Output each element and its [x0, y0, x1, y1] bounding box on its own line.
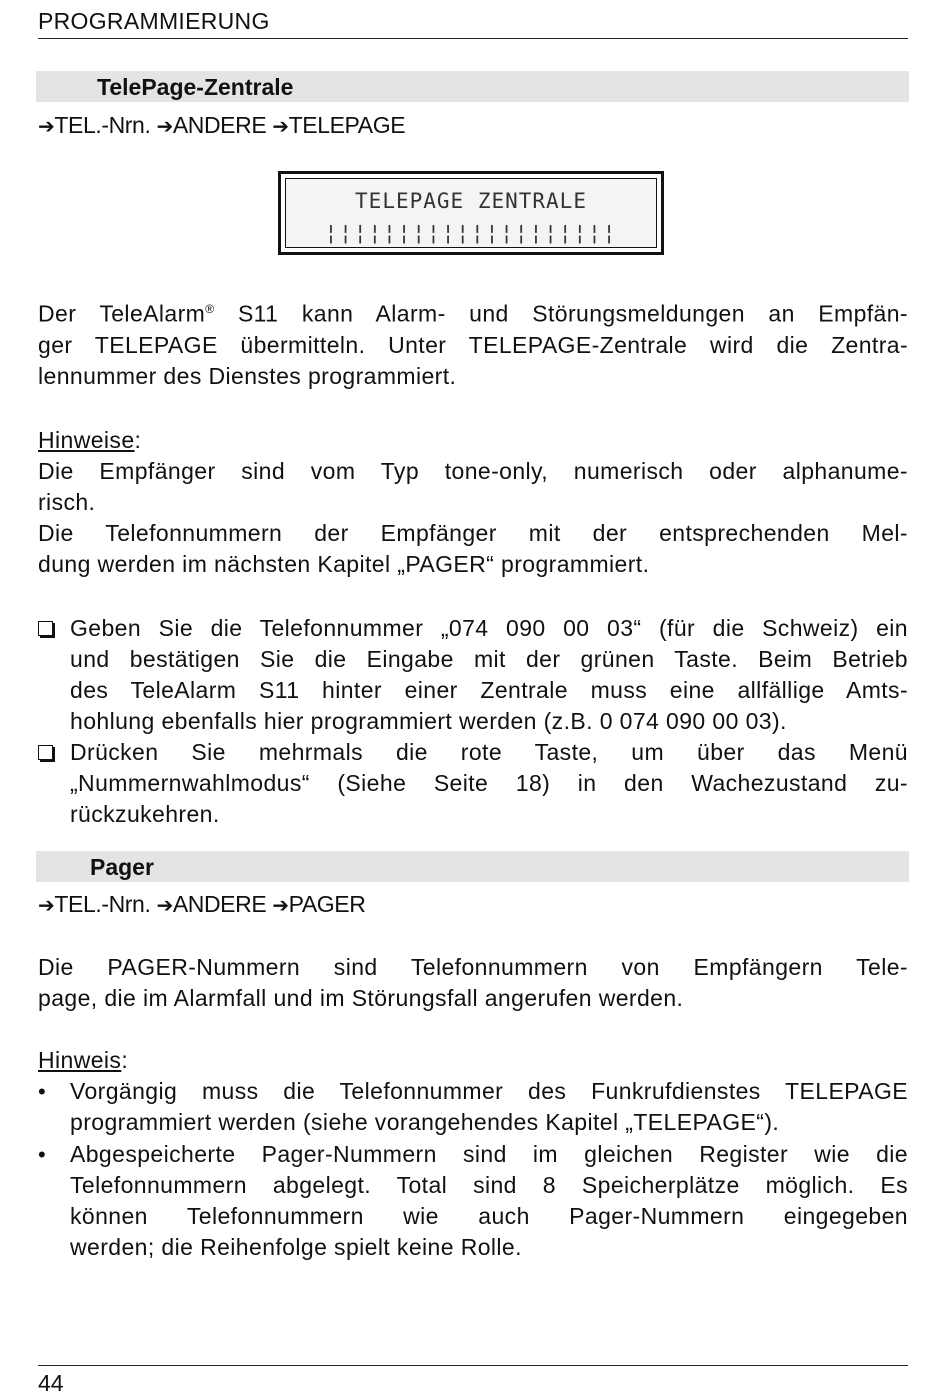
arrow-right-icon: ➔ [156, 116, 173, 138]
path-step: ANDERE [172, 891, 267, 917]
arrow-right-icon: ➔ [38, 116, 55, 138]
path-step: ANDERE [172, 112, 267, 138]
step-text: Geben Sie die Telefonnummer „074 090 00 03“ (für die Schweiz) ein [70, 615, 908, 641]
lcd-line-2: ¦¦¦¦¦¦¦¦¦¦¦¦¦¦¦¦¦¦¦¦ [324, 221, 618, 245]
notes-text: dung werden im nächsten Kapitel „PAGER“ programmiert. [38, 551, 650, 577]
notes-text: Die Empfänger sind vom Typ tone-only, numerisch oder alphanume- [38, 458, 908, 484]
bullet-text: können Telefonnummern wie auch Pager-Nummern eingegeben [70, 1203, 908, 1229]
checkbox-icon [38, 621, 53, 636]
notes-colon: : [121, 1047, 129, 1073]
section-title-pager: Pager [90, 854, 154, 880]
bullet-text: programmiert werden (siehe vorangehendes Kapitel „TELEPAGE“). [70, 1109, 780, 1135]
menu-path-pager [38, 889, 365, 921]
step-text: des TeleAlarm S11 hinter einer Zentrale muss eine allfällige Amts- [70, 677, 908, 703]
intro-text: ger TELEPAGE übermitteln. Unter TELEPAGE-Zentrale wird die Zentra- [38, 331, 908, 358]
arrow-right-icon: ➔ [272, 895, 289, 917]
notes-colon: : [134, 427, 142, 453]
menu-path-telepage [38, 110, 405, 142]
notes-text: risch. [38, 489, 96, 515]
bullet-text: Telefonnummern abgelegt. Total sind 8 Speicherplätze möglich. Es [70, 1172, 908, 1198]
notes-text: Die Telefonnummern der Empfänger mit der entsprechenden Mel- [38, 520, 908, 546]
lcd-line-1: TELEPAGE ZENTRALE [355, 189, 587, 213]
pager-notes-heading [38, 1045, 908, 1076]
lcd-display [278, 171, 664, 255]
step-text: „Nummernwahlmodus“ (Siehe Seite 18) in den Wachezustand zu- [70, 770, 908, 796]
pager-intro [38, 952, 908, 1014]
page-number: 44 [38, 1370, 64, 1396]
intro-text: lennummer des Dienstes programmiert. [38, 362, 457, 389]
intro-paragraph [38, 294, 908, 392]
pager-intro-text: Die PAGER-Nummern sind Telefonnummern von Empfängern Tele- [38, 954, 908, 980]
path-step: TEL.-Nrn. [54, 112, 151, 138]
step-text: und bestätigen Sie die Eingabe mit der grünen Taste. Beim Betrieb [70, 646, 908, 672]
bullet-icon: • [38, 1079, 47, 1104]
bullet-icon: • [38, 1142, 47, 1167]
arrow-right-icon: ➔ [38, 895, 55, 917]
checkbox-icon [38, 745, 53, 760]
bullet-text: Abgespeicherte Pager-Nummern sind im gleichen Register wie die [70, 1141, 908, 1167]
path-step: PAGER [288, 891, 366, 917]
intro-text: S11 kann Alarm- und Störungsmeldungen an Empfän- [214, 300, 908, 327]
pager-intro-text: page, die im Alarmfall und im Störungsfall angerufen werden. [38, 985, 684, 1011]
notes-label: Hinweise [38, 427, 135, 453]
step-text: hohlung ebenfalls hier programmiert werden (z.B. 0 074 090 00 03). [70, 708, 787, 734]
notes-block [38, 425, 908, 580]
header-title: PROGRAMMIERUNG [38, 8, 270, 34]
footer-divider [38, 1365, 908, 1366]
registered-mark: ® [205, 302, 215, 316]
arrow-right-icon: ➔ [272, 116, 289, 138]
section-title-telepage-zentrale: TelePage-Zentrale [97, 74, 294, 100]
section-bar-pager [36, 851, 909, 882]
path-step: TELEPAGE [288, 112, 406, 138]
intro-text: Der TeleAlarm [38, 300, 206, 327]
step-text: Drücken Sie mehrmals die rote Taste, um über das Menü [70, 739, 908, 765]
page-header [38, 6, 908, 39]
bullet-text: Vorgängig muss die Telefonnummer des Funkrufdienstes TELEPAGE [70, 1078, 908, 1104]
arrow-right-icon: ➔ [156, 895, 173, 917]
bullet-text: werden; die Reihenfolge spielt keine Rolle. [70, 1234, 522, 1260]
notes-label: Hinweis [38, 1047, 122, 1073]
step-text: rückzukehren. [70, 801, 220, 827]
lcd-screen [285, 178, 657, 248]
path-step: TEL.-Nrn. [54, 891, 151, 917]
